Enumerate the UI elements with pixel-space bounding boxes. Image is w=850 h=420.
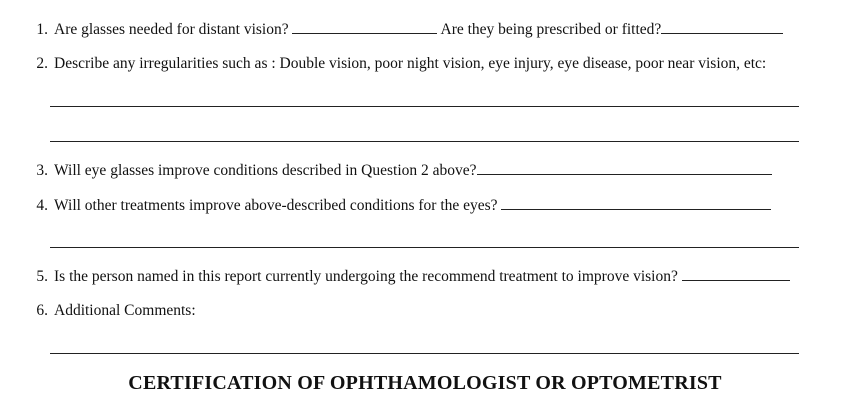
question-text: Will other treatments improve above-described conditions for the eyes? [54,197,498,214]
question-number: 5. [36,268,48,285]
irregularities-answer-line-1[interactable] [50,106,799,107]
question-number: 6. [36,302,48,319]
other-treatments-answer-field[interactable] [501,196,771,210]
question-text: Are glasses needed for distant vision? [54,21,289,38]
distant-vision-answer-field[interactable] [292,20,437,34]
additional-comments-answer-line[interactable] [50,353,799,354]
question-text: Are they being prescribed or fitted? [440,21,662,38]
question-text: Describe any irregularities such as : Double vision, poor night vision, eye injury, eye disease, poor near vision, etc: [54,55,767,72]
irregularities-answer-line-2[interactable] [50,141,799,142]
undergoing-treatment-answer-field[interactable] [682,267,790,281]
question-1 [22,20,783,39]
question-text: Additional Comments: [54,302,196,319]
other-treatments-answer-line[interactable] [50,247,799,248]
question-number: 1. [36,21,48,38]
eye-glasses-improve-answer-field[interactable] [477,161,772,175]
question-3 [22,161,772,180]
prescribed-fitted-answer-field[interactable] [661,20,783,34]
question-2 [22,55,766,73]
question-6 [22,302,196,320]
certification-heading: CERTIFICATION OF OPHTHAMOLOGIST OR OPTOMETRIST [128,372,722,394]
question-number: 4. [36,197,48,214]
question-number: 3. [36,162,48,179]
question-5 [22,267,790,286]
question-text: Will eye glasses improve conditions described in Question 2 above? [54,162,477,179]
question-4 [22,196,771,215]
question-number: 2. [36,55,48,72]
question-text: Is the person named in this report currently undergoing the recommend treatment to improve vision? [54,268,678,285]
